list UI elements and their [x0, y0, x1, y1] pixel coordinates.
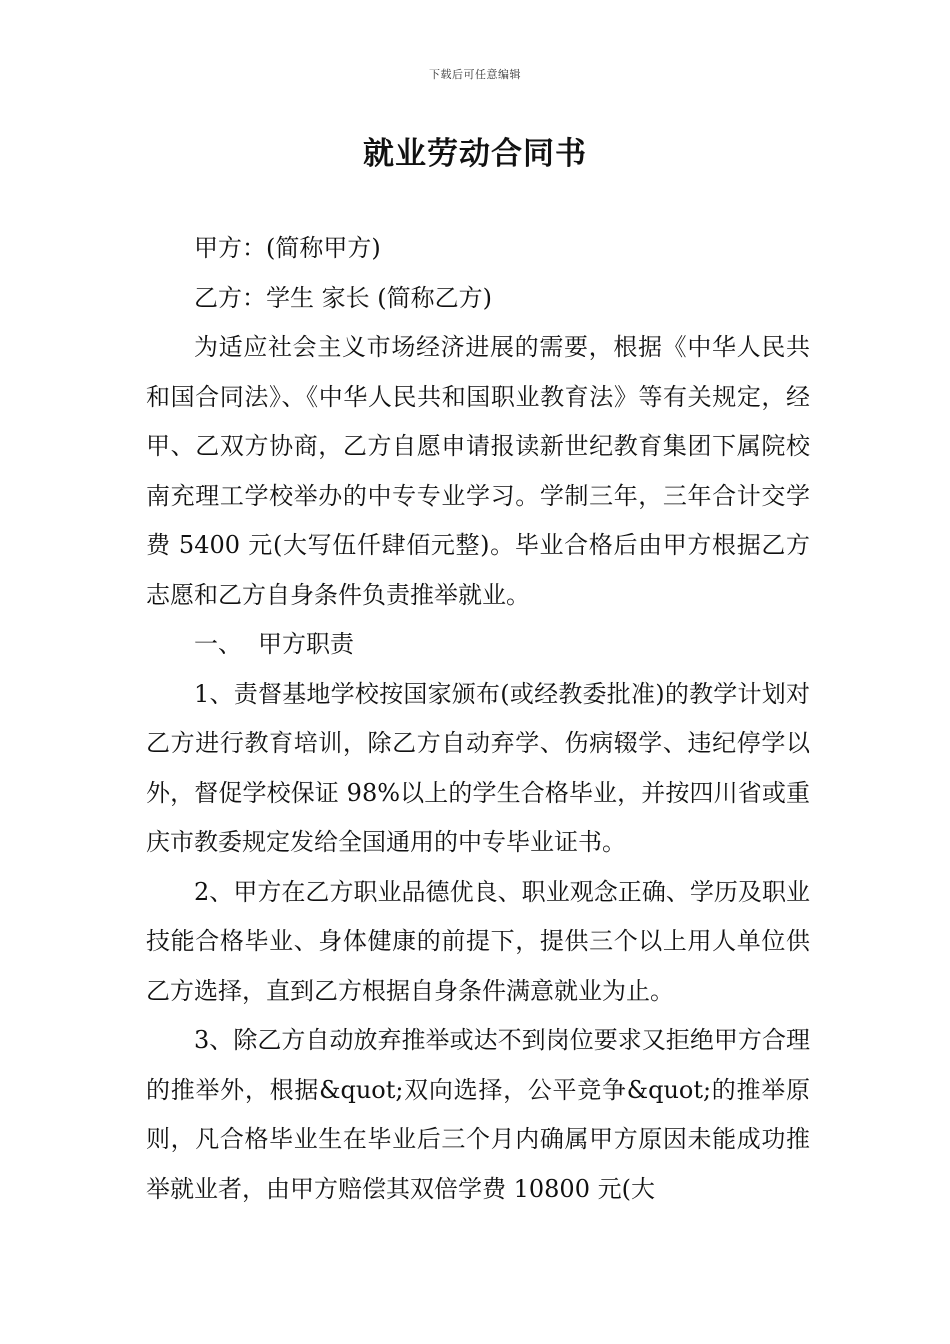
clause-paragraph: 2、甲方在乙方职业品德优良、职业观念正确、学历及职业技能合格毕业、身体健康的前提下，提供三个以上用人单位供乙方选择，直到乙方根据自身条件满意就业为止。 — [146, 877, 810, 1005]
document-body — [146, 224, 810, 1214]
party-b-line: 乙方：学生 家长 (简称乙方) — [194, 283, 492, 312]
clause-paragraph: 3、除乙方自动放弃推举或达不到岗位要求又拒绝甲方合理的推举外，根据&quot;双向选择，公平竞争&quot;的推举原则，凡合格毕业生在毕业后三个月内确属甲方原因未能成功推举就业者，由甲方赔偿其双倍学费 10800 元(大 — [146, 1026, 810, 1203]
preamble-paragraph: 为适应社会主义市场经济进展的需要，根据《中华人民共和国合同法》、《中华人民共和国职业教育法》等有关规定，经甲、乙双方协商，乙方自愿申请报读新世纪教育集团下属院校南充理工学校举办的中专专业学习。学制三年，三年合计交学费 5400 元(大写伍仟肆佰元整)。毕业合格后由甲方根据乙方志愿和乙方自身条件负责推举就业。 — [146, 333, 810, 609]
clause-paragraph: 1、责督基地学校按国家颁布(或经教委批准)的教学计划对乙方进行教育培训，除乙方自动弃学、伤病辍学、违纪停学以外，督促学校保证 98%以上的学生合格毕业，并按四川省或重庆市教委规定发给全国通用的中专毕业证书。 — [146, 679, 810, 856]
section-number: 一、 — [194, 630, 242, 658]
party-a-line: 甲方：(简称甲方) — [194, 234, 381, 262]
download-note: 下载后可任意编辑 — [429, 68, 521, 81]
section-title: 甲方职责 — [258, 630, 354, 658]
section-heading — [146, 620, 810, 670]
document-title: 就业劳动合同书 — [363, 136, 587, 172]
